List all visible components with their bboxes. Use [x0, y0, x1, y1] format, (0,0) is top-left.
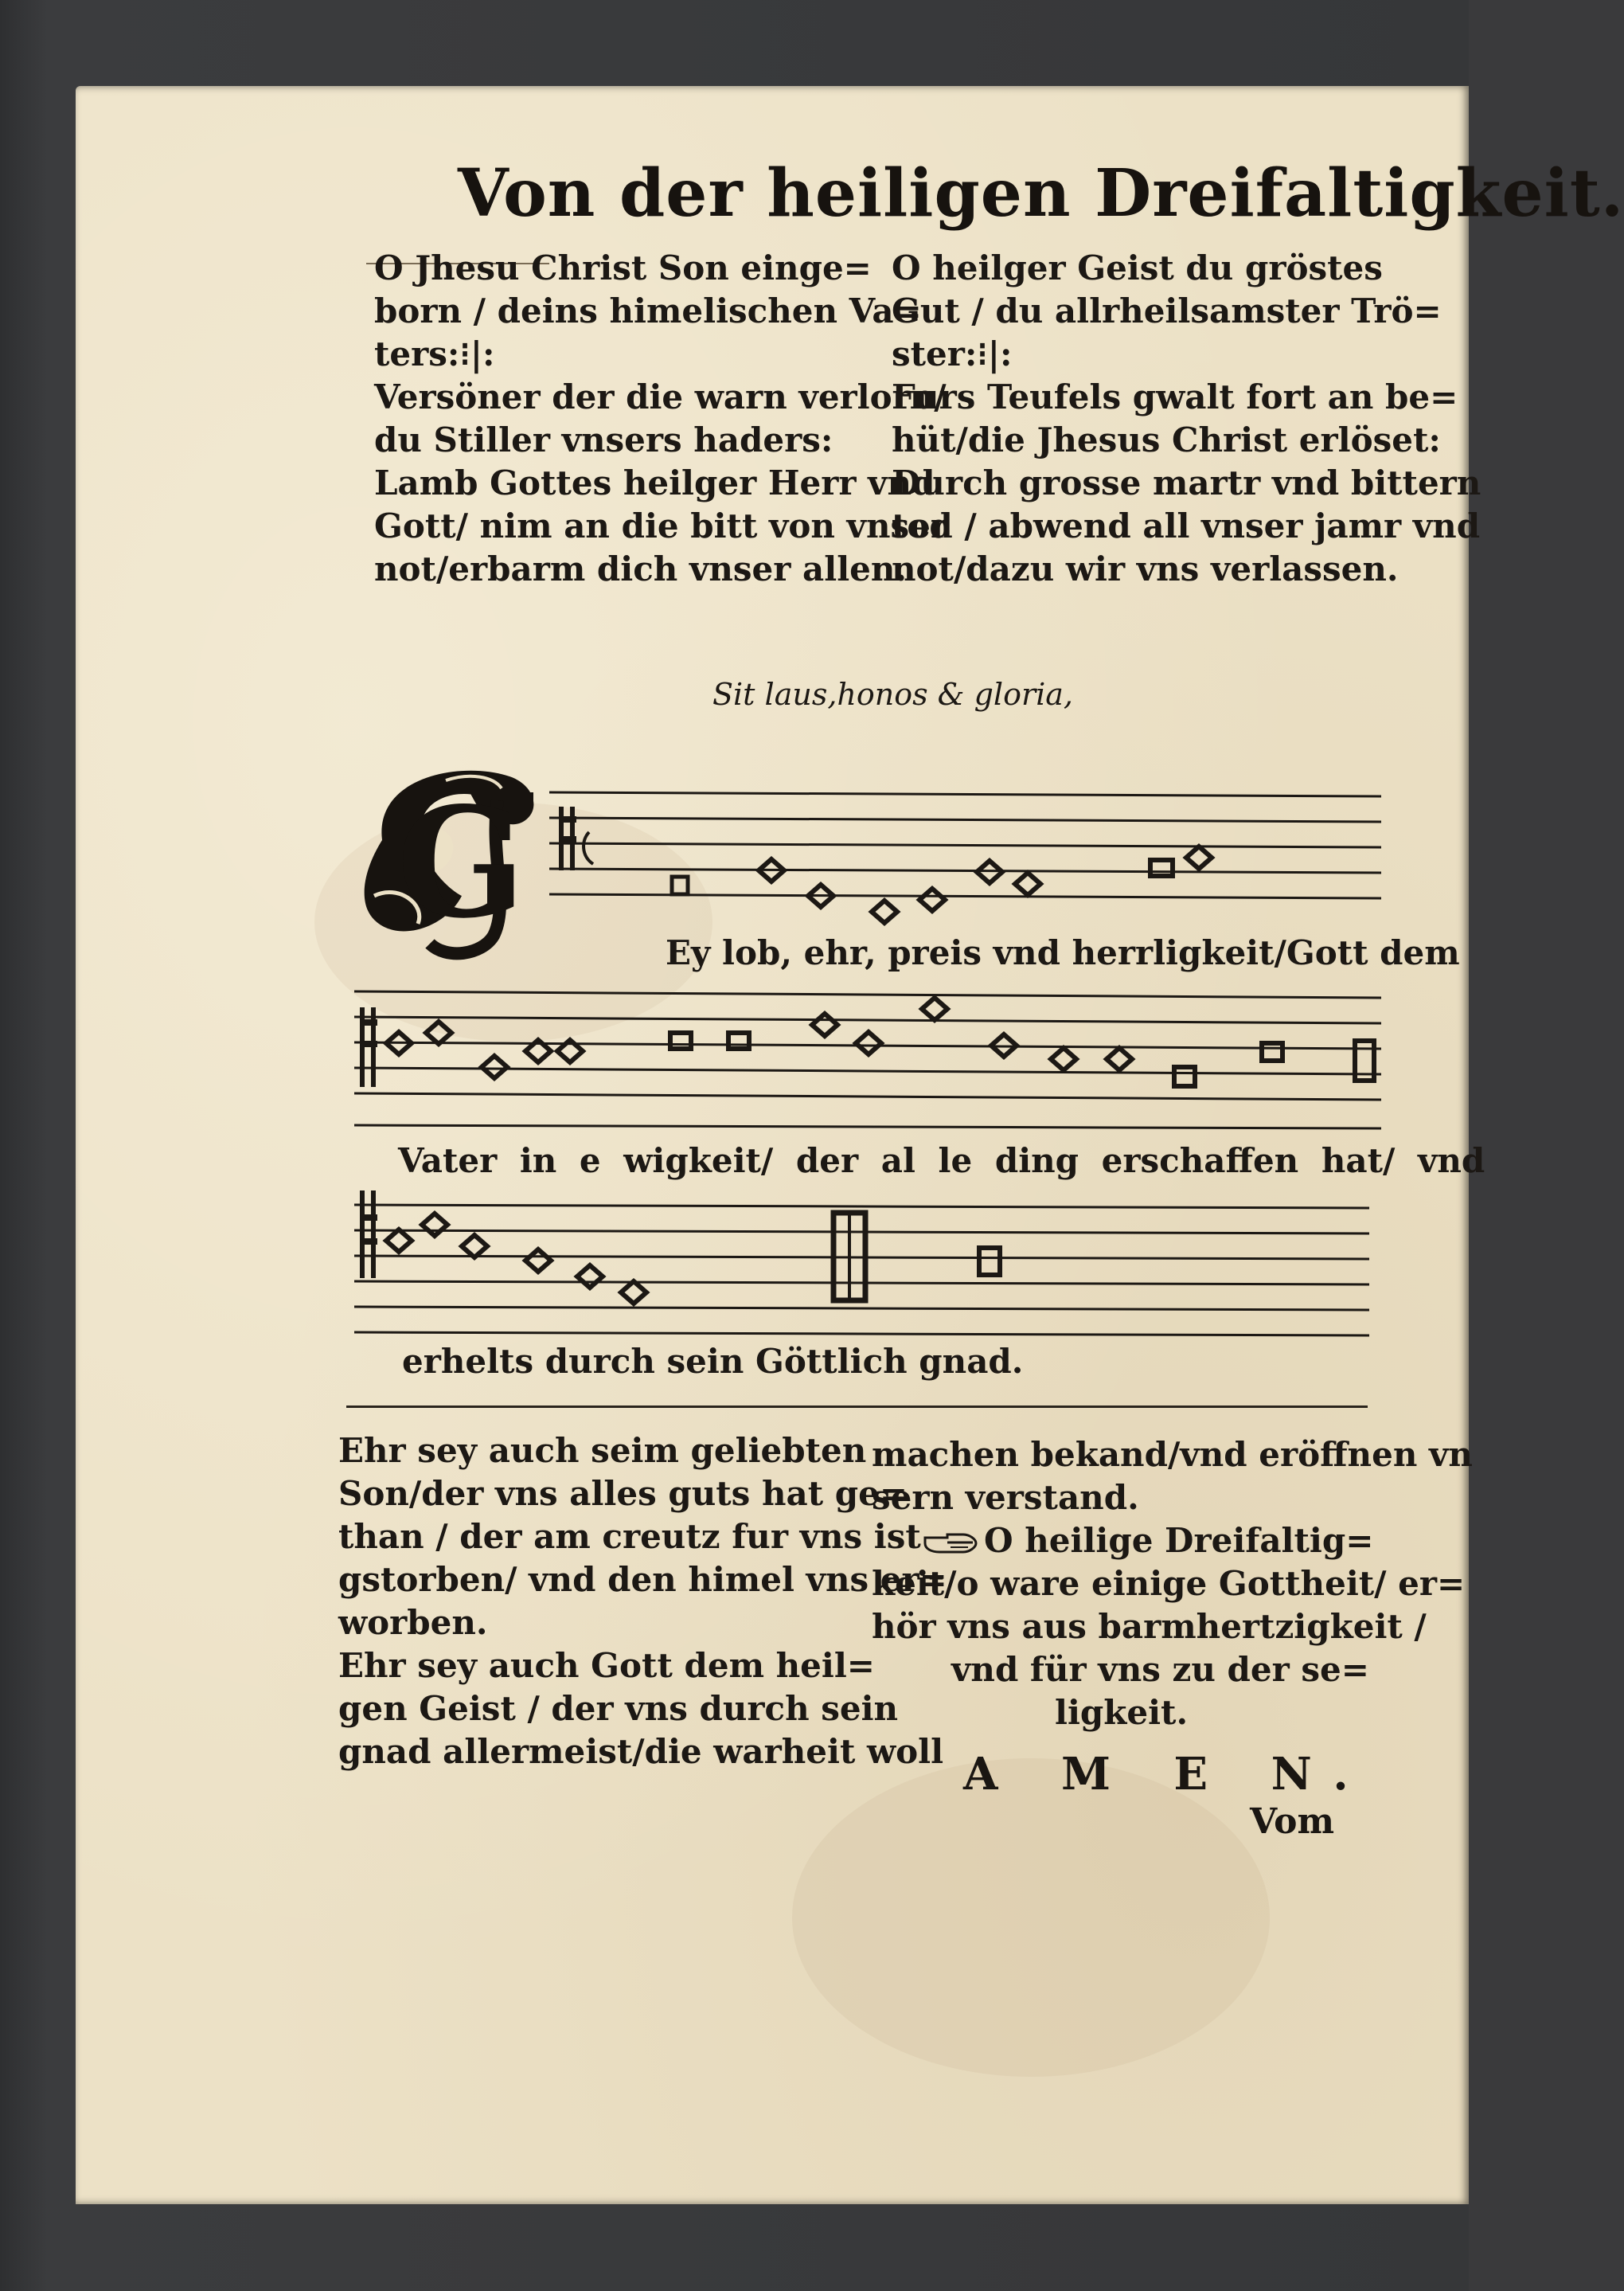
text-line: Ehr sey auch seim geliebten	[338, 1431, 867, 1470]
text-line: du Stiller vnsers haders:	[374, 420, 833, 459]
text-line: hüt/die Jhesus Christ erlöset:	[892, 420, 1441, 459]
stanza-left-top	[374, 247, 948, 591]
text-line: Son/der vns alles guts hat ge=	[338, 1474, 908, 1513]
text-line: Lamb Gottes heilger Herr vnd	[374, 463, 935, 502]
text-line: Versöner der die warn verlorn/	[374, 377, 947, 416]
text-line: ters:⁝|:	[374, 334, 495, 373]
stanza-right-top	[892, 247, 1482, 591]
page-title: Von der heiligen Dreifaltigkeit.	[458, 155, 1624, 232]
text-line: hör vns aus barmhertzigkeit /	[872, 1607, 1427, 1646]
initial-letter: G	[396, 774, 526, 952]
text-line	[872, 1519, 1381, 1562]
text-line: born / deins himelischen Va=	[374, 291, 922, 330]
lyric-line-1: Ey lob, ehr, preis vnd herrligkeit/Gott dem	[666, 933, 1460, 972]
stanza-left-bottom	[338, 1429, 947, 1773]
text-line: vnd für vns zu der se=	[951, 1650, 1369, 1689]
text-line: not/dazu wir vns verlassen.	[892, 549, 1399, 588]
text-line: Gut / du allrheilsamster Trö=	[892, 291, 1442, 330]
section-rule	[346, 1405, 1368, 1408]
text-line: O heilger Geist du gröstes	[892, 248, 1383, 287]
clef	[360, 1190, 377, 1278]
stanza-right-bottom	[872, 1433, 1473, 1734]
motto: Sit laus,honos & gloria,	[712, 677, 1073, 712]
text-line: Furs Teufels gwalt fort an be=	[892, 377, 1458, 416]
staff-1	[549, 792, 1381, 898]
notes-staff-1	[672, 846, 1212, 923]
text-line-label: O heilige Dreifaltig=	[984, 1521, 1374, 1560]
text-line: tod / abwend all vnser jamr vnd	[892, 506, 1481, 545]
text-line: not/erbarm dich vnser allen.	[374, 549, 908, 588]
text-line: machen bekand/vnd eröffnen vn	[872, 1435, 1473, 1474]
catchword: Vom	[1250, 1801, 1335, 1842]
text-line: gnad allermeist/die warheit woll	[338, 1732, 944, 1771]
pointing-hand-icon	[923, 1530, 979, 1557]
lyric-line-3: erhelts durch sein Göttlich gnad.	[402, 1342, 1024, 1381]
text-line: O Jhesu Christ Son einge=	[374, 248, 872, 287]
text-line: gen Geist / der vns durch sein	[338, 1689, 899, 1728]
text-line: sern verstand.	[872, 1478, 1139, 1517]
clef	[360, 1007, 377, 1087]
decorated-initial	[354, 748, 545, 963]
staff-3	[354, 1205, 1369, 1310]
staff-2	[354, 991, 1381, 1100]
text-line: ligkeit.	[1055, 1693, 1189, 1732]
text-line: Ehr sey auch Gott dem heil=	[338, 1646, 875, 1685]
text-line: gstorben/ vnd den himel vns er=	[338, 1560, 947, 1599]
amen: A M E N.	[963, 1748, 1372, 1800]
text-line: than / der am creutz fur vns ist	[338, 1517, 921, 1556]
music-notation	[350, 745, 1385, 1398]
text-line: Durch grosse martr vnd bittern	[892, 463, 1482, 502]
text-line: ster:⁝|:	[892, 334, 1013, 373]
clef	[559, 807, 593, 870]
paper-stain	[792, 1758, 1270, 2077]
text-line: Gott/ nim an die bitt von vnser	[374, 506, 948, 545]
text-line: worben.	[338, 1603, 488, 1642]
text-line: keit/o ware einige Gottheit/ er=	[872, 1564, 1466, 1603]
lyric-line-2: Vater in e wigkeit/ der al le ding erschaffen hat/ vnd	[398, 1141, 1485, 1180]
